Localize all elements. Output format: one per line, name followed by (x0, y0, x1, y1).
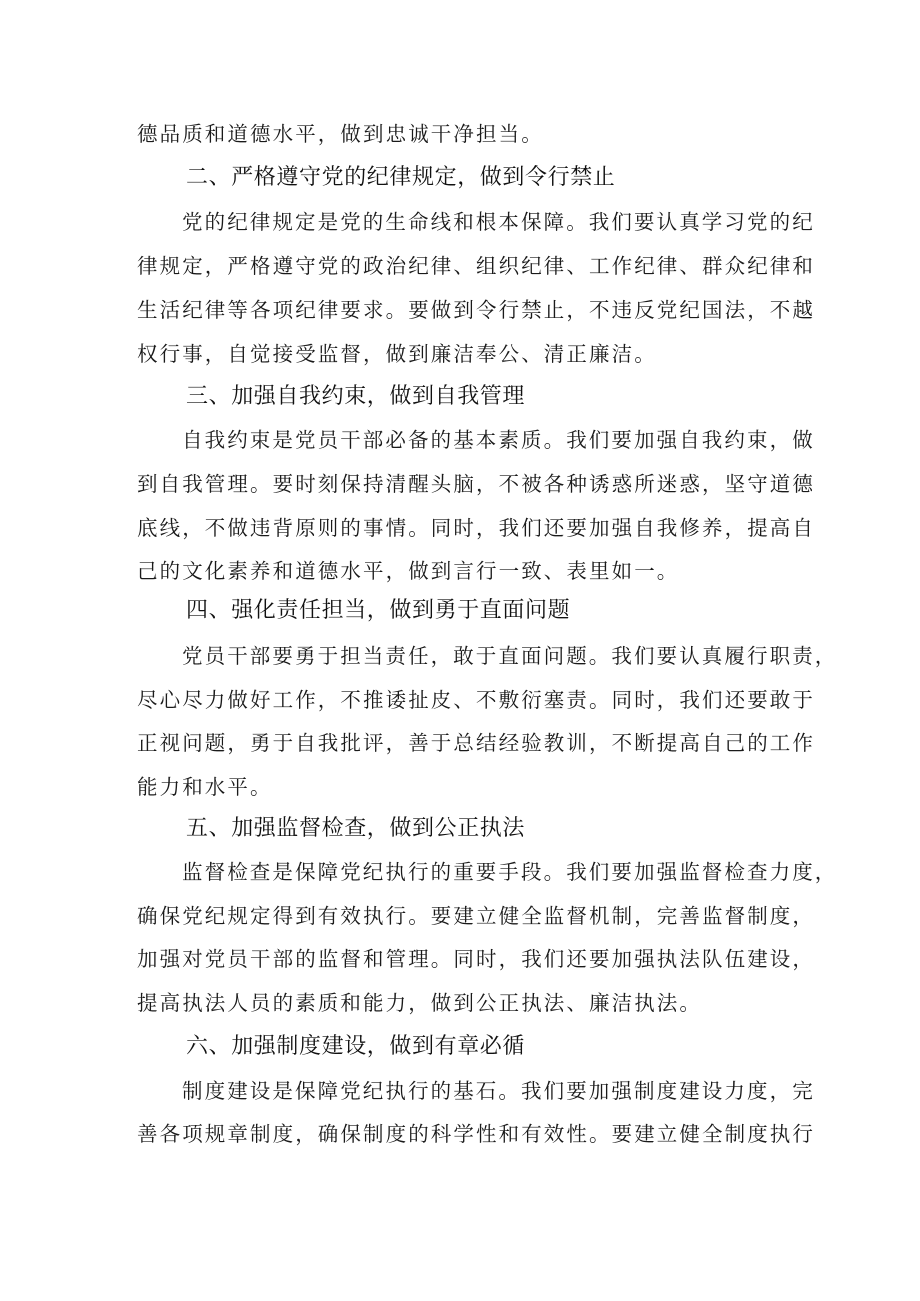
paragraph-line: 权行事，自觉接受监督，做到廉洁奉公、清正廉洁。 (137, 342, 657, 366)
section-heading-6: 六、加强制度建设，做到有章必循 (186, 1034, 526, 1059)
section-heading-2: 二、严格遵守党的纪律规定，做到令行禁止 (186, 165, 616, 190)
paragraph-line: 生活纪律等各项纪律要求。要做到令行禁止，不违反党纪国法，不越 (137, 298, 815, 322)
paragraph-line: 德品质和道德水平，做到忠诚干净担当。 (137, 122, 544, 146)
section-heading-3: 三、加强自我约束，做到自我管理 (186, 384, 526, 409)
paragraph-line: 制度建设是保障党纪执行的基石。我们要加强制度建设力度，完 (182, 1079, 815, 1103)
paragraph-line: 确保党纪规定得到有效执行。要建立健全监督机制，完善监督制度， (137, 904, 815, 928)
paragraph-line: 尽心尽力做好工作，不推诿扯皮、不敷衍塞责。同时，我们还要敢于 (137, 688, 815, 712)
paragraph-line: 己的文化素养和道德水平，做到言行一致、表里如一。 (137, 559, 680, 583)
paragraph-line: 党员干部要勇于担当责任，敢于直面问题。我们要认真履行职责， (182, 644, 838, 668)
paragraph-line: 自我约束是党员干部必备的基本素质。我们要加强自我约束，做 (182, 428, 815, 452)
paragraph-line: 底线，不做违背原则的事情。同时，我们还要加强自我修养，提高自 (137, 516, 815, 540)
paragraph-line: 党的纪律规定是党的生命线和根本保障。我们要认真学习党的纪 (182, 210, 815, 234)
paragraph-line: 善各项规章制度，确保制度的科学性和有效性。要建立健全制度执行 (137, 1122, 815, 1146)
section-heading-5: 五、加强监督检查，做到公正执法 (186, 816, 526, 841)
paragraph-line: 能力和水平。 (137, 775, 273, 799)
paragraph-line: 提高执法人员的素质和能力，做到公正执法、廉洁执法。 (137, 991, 702, 1015)
paragraph-line: 正视问题，勇于自我批评，善于总结经验教训，不断提高自己的工作 (137, 731, 815, 755)
paragraph-line: 到自我管理。要时刻保持清醒头脑，不被各种诱惑所迷惑，坚守道德 (137, 472, 815, 496)
paragraph-line: 监督检查是保障党纪执行的重要手段。我们要加强监督检查力度， (182, 860, 838, 884)
paragraph-line: 加强对党员干部的监督和管理。同时，我们还要加强执法队伍建设， (137, 947, 815, 971)
paragraph-line: 律规定，严格遵守党的政治纪律、组织纪律、工作纪律、群众纪律和 (137, 254, 815, 278)
section-heading-4: 四、强化责任担当，做到勇于直面问题 (186, 598, 571, 623)
